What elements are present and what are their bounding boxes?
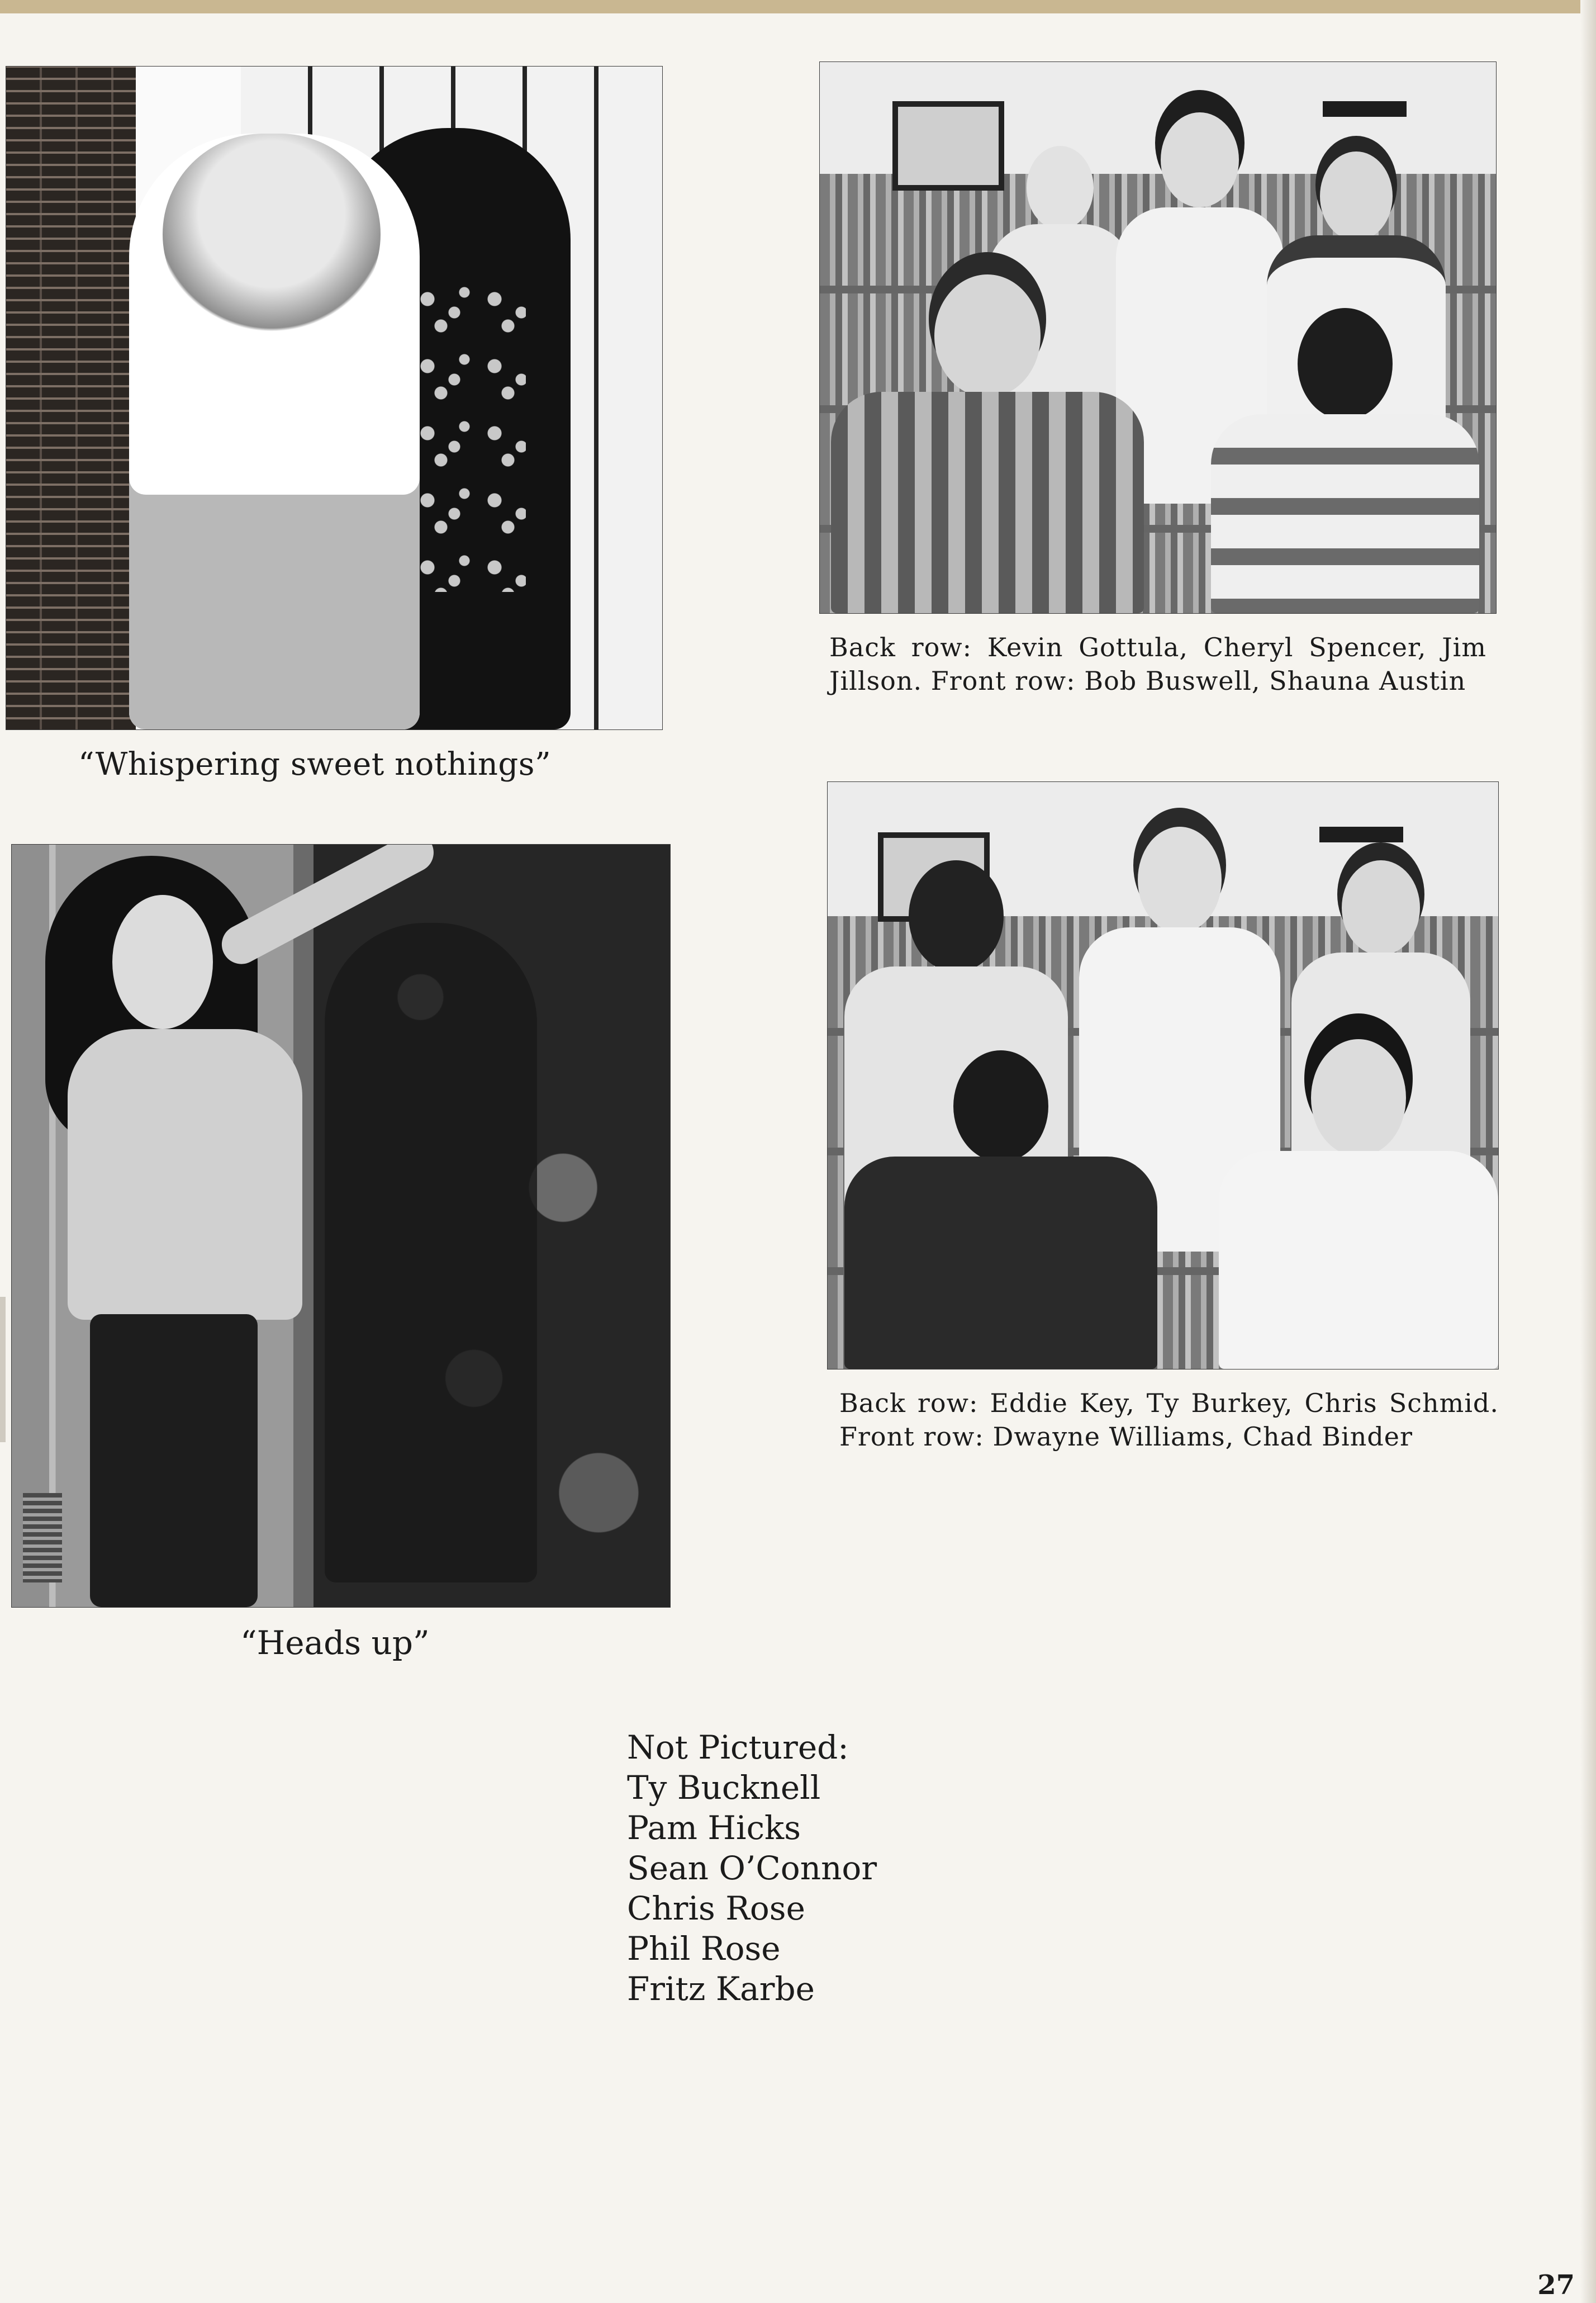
list-item: Pam Hicks bbox=[627, 1809, 801, 1847]
photo-group-2 bbox=[827, 781, 1499, 1370]
photo-group-1 bbox=[819, 61, 1497, 614]
page-left-edge bbox=[0, 1297, 6, 1442]
history-sign bbox=[1319, 827, 1403, 842]
student-front-left bbox=[831, 274, 1144, 613]
not-pictured-heading: Not Pictured: bbox=[627, 1728, 849, 1766]
student-in-locker bbox=[325, 923, 537, 1582]
caption-heads-up: “Heads up” bbox=[240, 1624, 430, 1662]
brick-wall bbox=[6, 67, 136, 729]
list-item: Sean O’Connor bbox=[627, 1849, 877, 1887]
list-item: Chris Rose bbox=[627, 1889, 805, 1927]
photo-whispering-sweet-nothings bbox=[6, 66, 663, 730]
student-front-right bbox=[1211, 308, 1479, 613]
student-face bbox=[112, 895, 213, 1029]
history-sign bbox=[1323, 101, 1407, 117]
student-hair bbox=[163, 134, 381, 335]
student-jeans bbox=[90, 1314, 258, 1607]
student-front-right bbox=[1219, 1039, 1498, 1369]
page-number: 27 bbox=[1537, 2269, 1575, 2301]
page-top-edge bbox=[0, 0, 1596, 13]
list-item: Fritz Karbe bbox=[627, 1970, 815, 2008]
page-right-edge bbox=[1580, 0, 1596, 2303]
caption-whispering: “Whispering sweet nothings” bbox=[78, 746, 552, 783]
not-pictured-list bbox=[627, 1727, 877, 2009]
list-item: Phil Rose bbox=[627, 1930, 781, 1968]
list-item: Ty Bucknell bbox=[627, 1769, 821, 1807]
caption-group-2: Back row: Eddie Key, Ty Burkey, Chris Schmid. Front row: Dwayne Williams, Chad Binder bbox=[839, 1388, 1499, 1452]
locker-vents bbox=[23, 1493, 62, 1582]
photo-heads-up bbox=[11, 844, 671, 1608]
student-front-left bbox=[844, 1050, 1157, 1369]
caption-group-1: Back row: Kevin Gottula, Cheryl Spencer, Jim Jillson. Front row: Bob Buswell, Shauna Austin bbox=[829, 632, 1486, 696]
student-blouse bbox=[68, 1029, 302, 1320]
